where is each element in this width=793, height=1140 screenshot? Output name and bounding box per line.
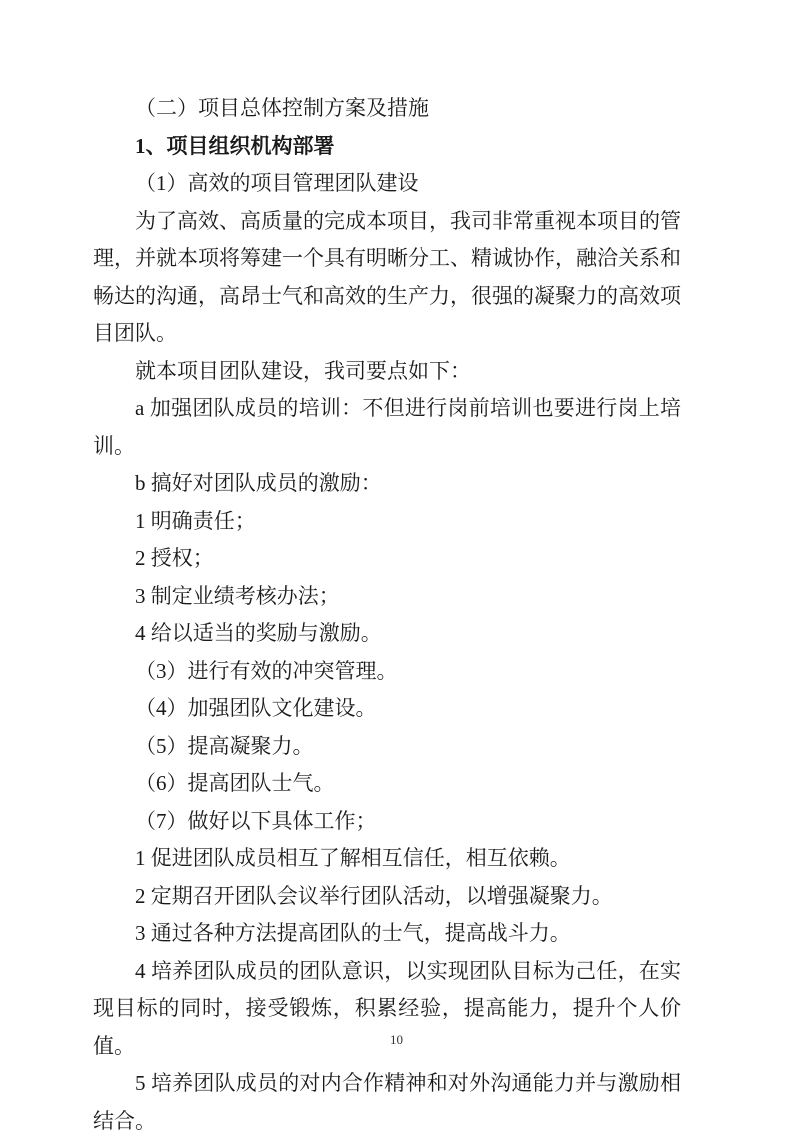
list-item-paren-6: （6）提高团队士气。 [135,771,335,795]
list-item-3: 3 制定业绩考核办法； [135,583,340,608]
section-title: （二）项目总体控制方案及措施 [135,96,429,120]
page-footer [0,1031,793,1049]
page-number: 10 [390,1032,403,1047]
paragraph-intro: 为了高效、高质量的完成本项目，我司非常重视本项目的管理，并就本项将筹建一个具有明晰分工、精诚协作，融洽关系和畅达的沟通，高昂士气和高效的生产力，很强的凝聚力的高效项目团队。 [93,208,681,345]
task-item-5: 5 培养团队成员的对内合作精神和对外沟通能力并与激励相结合。 [93,1071,681,1133]
list-item-paren-7: （7）做好以下具体工作； [135,808,377,833]
task-item-4: 4 培养团队成员的团队意识，以实现团队目标为己任，在实现目标的同时，接受锻炼，积累经验，提高能力，提升个人价值。 [93,958,681,1058]
heading-project-org-deployment: 1、项目组织机构部署 [135,133,335,158]
task-item-3: 3 通过各种方法提高团队的士气，提高战斗力。 [135,921,571,945]
subheading-team-building: （1）高效的项目管理团队建设 [135,171,419,195]
list-item-4: 4 给以适当的奖励与激励。 [135,621,382,645]
task-item-1: 1 促进团队成员相互了解相互信任，相互依赖。 [135,846,571,870]
list-item-2: 2 授权； [135,546,214,570]
list-item-paren-5: （5）提高凝聚力。 [135,733,314,758]
task-item-2: 2 定期召开团队会议举行团队活动，以增强凝聚力。 [135,883,613,908]
list-item-paren-4: （4）加强团队文化建设。 [135,696,377,720]
document-page-content [93,90,681,1140]
paragraph-key-points-lead: 就本项目团队建设，我司要点如下： [135,358,471,383]
list-item-1: 1 明确责任； [135,508,256,533]
list-item-paren-3: （3）进行有效的冲突管理。 [135,658,398,683]
list-item-a: a 加强团队成员的培训：不但进行岗前培训也要进行岗上培训。 [93,396,681,458]
list-item-b: b 搞好对团队成员的激励： [135,471,382,495]
